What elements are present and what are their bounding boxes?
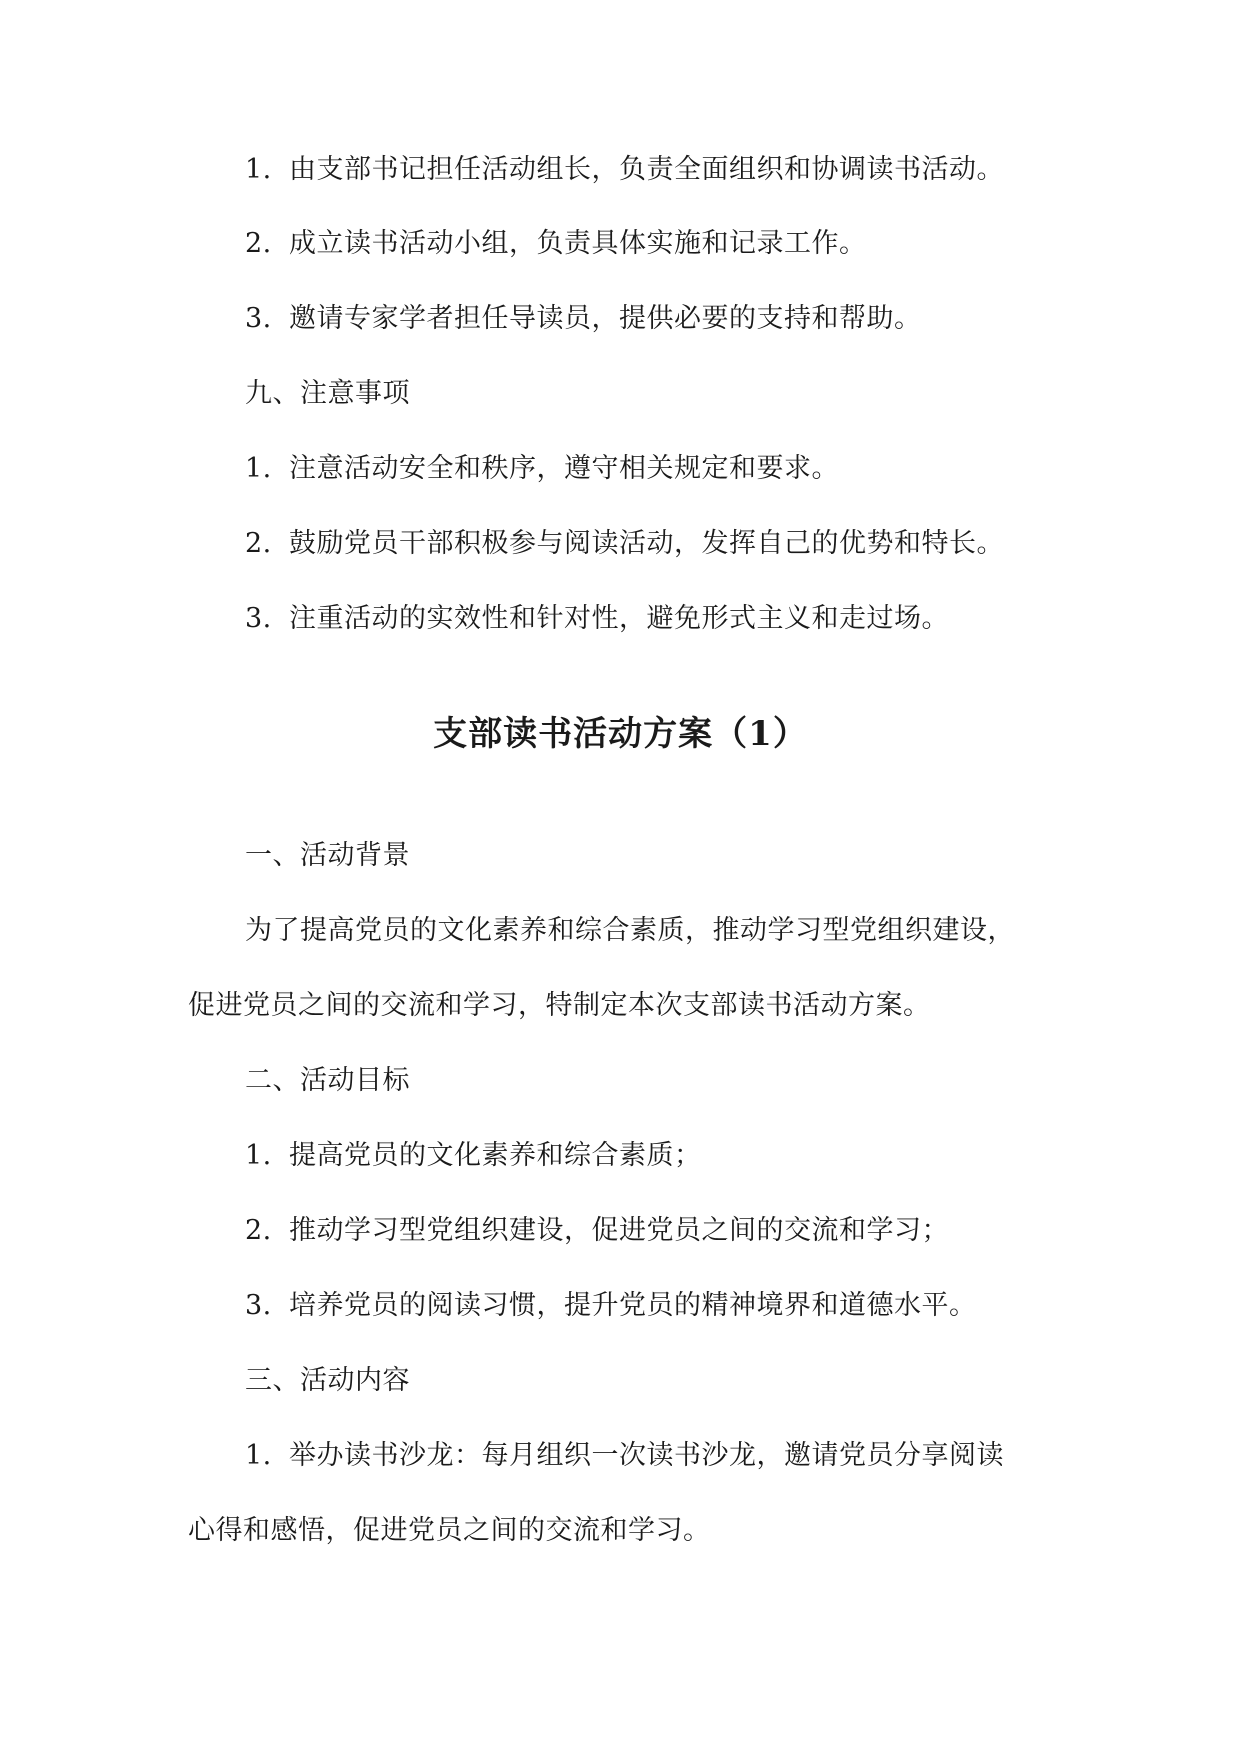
item-number: 3. [245,1290,272,1321]
item-number: 3. [245,603,272,634]
item-number: 2. [245,228,272,259]
item-number: 1. [245,1140,272,1171]
item-number: 1. [245,154,272,185]
document-title: 支部读书活动方案（1） [433,714,808,754]
item-text: 鼓励党员干部积极参与阅读活动，发挥自己的优势和特长。 [289,528,1004,559]
background-paragraph-line-2: 促进党员之间的交流和学习，特制定本次支部读书活动方案。 [188,990,931,1021]
item-text: 成立读书活动小组，负责具体实施和记录工作。 [289,228,867,259]
org-item-3 [245,301,922,337]
org-item-2 [245,226,867,262]
item-text: 由支部书记担任活动组长，负责全面组织和协调读书活动。 [289,154,1004,185]
item-text: 培养党员的阅读习惯，提升党员的精神境界和道德水平。 [289,1290,977,1321]
notes-item-3 [245,601,949,637]
background-paragraph-line-1: 为了提高党员的文化素养和综合素质，推动学习型党组织建设， [245,915,1015,946]
item-text: 邀请专家学者担任导读员，提供必要的支持和帮助。 [289,303,922,334]
item-number: 3. [245,303,272,334]
item-text: 提高党员的文化素养和综合素质； [289,1140,702,1171]
item-number: 2. [245,1215,272,1246]
goal-item-3 [245,1288,977,1324]
content-item-1-line-1 [245,1438,1004,1474]
section-heading-one: 一、活动背景 [245,840,410,871]
item-text: 注意活动安全和秩序，遵守相关规定和要求。 [289,453,839,484]
goal-item-2 [245,1213,949,1249]
item-text: 推动学习型党组织建设，促进党员之间的交流和学习； [289,1215,949,1246]
section-heading-nine: 九、注意事项 [245,378,410,409]
content-item-1-line-2: 心得和感悟，促进党员之间的交流和学习。 [188,1515,711,1546]
item-text: 注重活动的实效性和针对性，避免形式主义和走过场。 [289,603,949,634]
item-number: 1. [245,1440,272,1471]
section-heading-two: 二、活动目标 [245,1065,410,1096]
org-item-1 [245,152,1004,188]
item-number: 1. [245,453,272,484]
goal-item-1 [245,1138,702,1174]
item-number: 2. [245,528,272,559]
item-text: 举办读书沙龙：每月组织一次读书沙龙，邀请党员分享阅读 [289,1440,1004,1471]
section-heading-three: 三、活动内容 [245,1365,410,1396]
notes-item-2 [245,526,1004,562]
notes-item-1 [245,451,839,487]
